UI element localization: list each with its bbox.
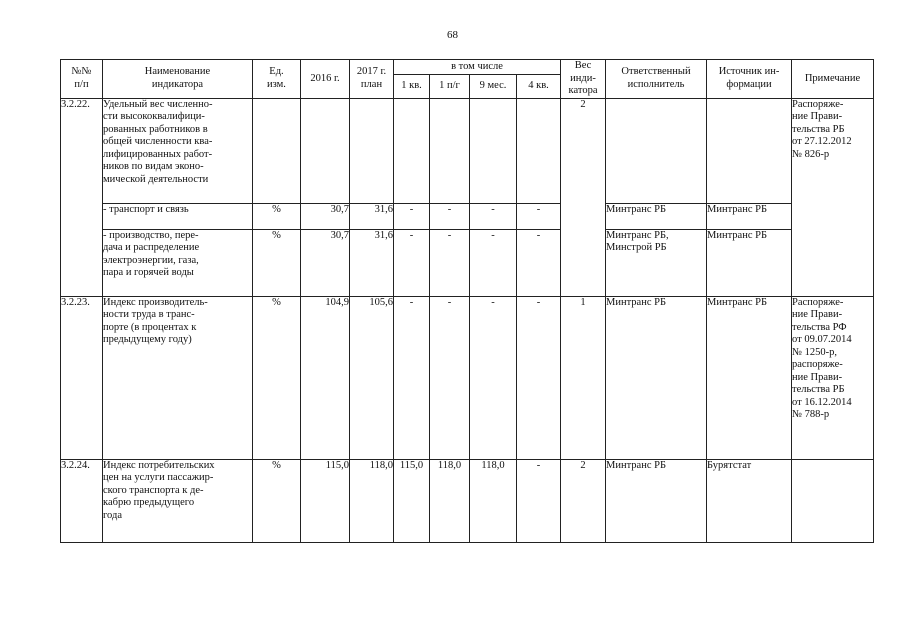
header-h1-text: 1 п/г <box>439 79 460 91</box>
indicator-name: - производство, пере- дача и распределение электроэнергии, газа, пара и горячей воды <box>103 229 253 296</box>
q1-cell: - <box>394 296 430 459</box>
page-number: 68 <box>447 29 458 41</box>
indicator-name: Удельный вес численно- сти высококвалифици- рованных работников в общей численности ква- лифицированных работ- ников по видам эконо- мической деятельности <box>103 98 253 203</box>
responsible-cell: Минтранс РБ <box>606 203 707 229</box>
q4-cell <box>517 98 561 203</box>
indicator-name: Индекс производитель- ности труда в транс- порте (в процентах к предыдущему году) <box>103 296 253 459</box>
9m-cell: - <box>470 296 517 459</box>
note-cell <box>792 459 874 542</box>
9m-cell: - <box>470 229 517 296</box>
header-num <box>61 60 103 99</box>
header-unit <box>253 60 301 99</box>
header-q4-text: 4 кв. <box>528 79 549 91</box>
9m-cell: - <box>470 203 517 229</box>
h1-cell: - <box>430 203 470 229</box>
header-name-text: Наименование индикатора <box>144 66 211 90</box>
9m-cell <box>470 98 517 203</box>
q1-cell <box>394 98 430 203</box>
value-2016-cell: 115,0 <box>301 459 350 542</box>
table-row <box>61 229 874 296</box>
header-9m <box>470 74 517 98</box>
source-cell: Минтранс РБ <box>707 229 792 296</box>
value-2017-cell: 105,6 <box>350 296 394 459</box>
table-row <box>61 459 874 542</box>
header-note-text: Примечание <box>804 72 861 84</box>
header-unit-text: Ед. изм. <box>267 66 286 90</box>
value-2017-cell: 118,0 <box>350 459 394 542</box>
table-row <box>61 98 874 203</box>
q4-cell: - <box>517 296 561 459</box>
value-2016-cell: 30,7 <box>301 229 350 296</box>
unit-cell: % <box>253 229 301 296</box>
unit-cell <box>253 98 301 203</box>
row-number: 3.2.22. <box>61 98 103 296</box>
unit-cell: % <box>253 459 301 542</box>
value-2017-cell <box>350 98 394 203</box>
unit-cell: % <box>253 296 301 459</box>
h1-cell <box>430 98 470 203</box>
value-2016-cell: 30,7 <box>301 203 350 229</box>
header-name <box>103 60 253 99</box>
responsible-cell: Минтранс РБ <box>606 459 707 542</box>
responsible-cell: Минтранс РБ, Минстрой РБ <box>606 229 707 296</box>
indicator-table <box>60 59 874 543</box>
note-cell: Распоряже- ние Прави- тельства РФ от 09.07.2014 № 1250-р, распоряже- ние Прави- тельства РБ от 16.12.2014 № 788-р <box>792 296 874 459</box>
value-2016-cell <box>301 98 350 203</box>
value-2016-cell: 104,9 <box>301 296 350 459</box>
source-cell <box>707 98 792 203</box>
header-source-text: Источник ин- формации <box>718 66 780 90</box>
source-cell: Бурятстат <box>707 459 792 542</box>
header-weight-text: Вес инди- катора <box>568 60 598 96</box>
indicator-name: - транспорт и связь <box>103 203 253 229</box>
h1-cell: 118,0 <box>430 459 470 542</box>
header-num-text: №№ п/п <box>71 66 92 90</box>
row-number: 3.2.23. <box>61 296 103 459</box>
h1-cell: - <box>430 229 470 296</box>
header-9m-text: 9 мес. <box>479 79 507 91</box>
header-responsible <box>606 60 707 99</box>
source-cell: Минтранс РБ <box>707 203 792 229</box>
row-number: 3.2.24. <box>61 459 103 542</box>
header-source <box>707 60 792 99</box>
indicator-name: Индекс потребительских цен на услуги пассажир- ского транспорта к де- кабрю предыдущего года <box>103 459 253 542</box>
header-q4 <box>517 74 561 98</box>
header-note <box>792 60 874 99</box>
value-2017-cell: 31,6 <box>350 203 394 229</box>
q4-cell: - <box>517 203 561 229</box>
table-row <box>61 203 874 229</box>
header-2017-text: 2017 г. план <box>356 66 387 90</box>
responsible-cell <box>606 98 707 203</box>
q1-cell: - <box>394 229 430 296</box>
q4-cell: - <box>517 459 561 542</box>
header-responsible-text: Ответственный исполнитель <box>621 66 691 90</box>
weight-cell: 2 <box>561 98 606 296</box>
note-cell: Распоряже- ние Прави- тельства РБ от 27.12.2012 № 826-р <box>792 98 874 296</box>
header-2017 <box>350 60 394 99</box>
header-including <box>394 60 561 75</box>
h1-cell: - <box>430 296 470 459</box>
9m-cell: 118,0 <box>470 459 517 542</box>
responsible-cell: Минтранс РБ <box>606 296 707 459</box>
q1-cell: - <box>394 203 430 229</box>
value-2017-cell: 31,6 <box>350 229 394 296</box>
q1-cell: 115,0 <box>394 459 430 542</box>
header-2016 <box>301 60 350 99</box>
header-including-text: в том числе <box>451 60 503 72</box>
header-2016-text: 2016 г. <box>310 72 340 84</box>
unit-cell: % <box>253 203 301 229</box>
header-weight <box>561 60 606 99</box>
header-h1 <box>430 74 470 98</box>
q4-cell: - <box>517 229 561 296</box>
header-q1 <box>394 74 430 98</box>
weight-cell: 2 <box>561 459 606 542</box>
source-cell: Минтранс РБ <box>707 296 792 459</box>
table-row <box>61 296 874 459</box>
weight-cell: 1 <box>561 296 606 459</box>
header-q1-text: 1 кв. <box>401 79 422 91</box>
